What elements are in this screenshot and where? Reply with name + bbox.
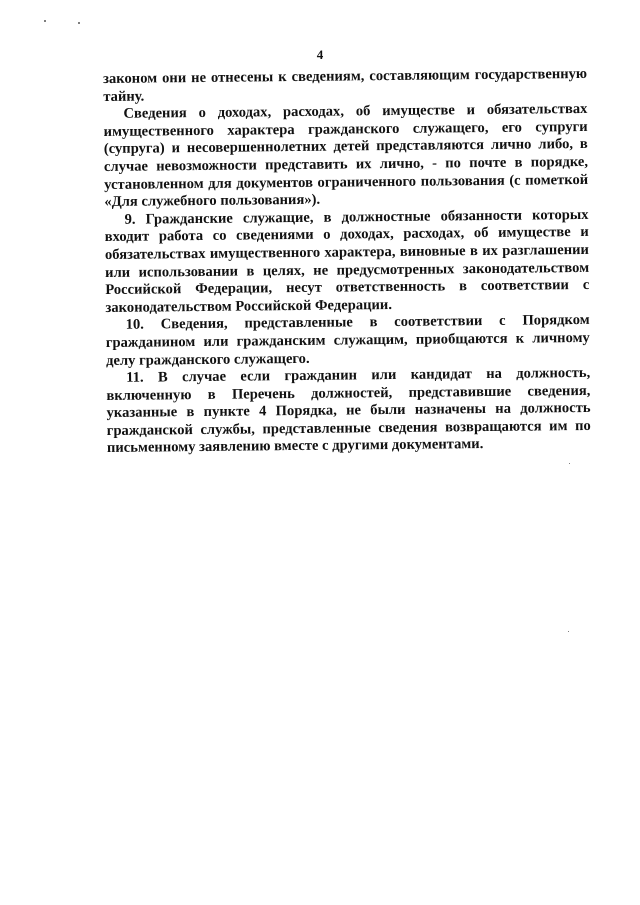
paragraph-item-10: 10. Сведения, представленные в соответствии с Порядком гражданином или гражданским служащим, приобщаются к личному делу гражданского служащего. — [105, 312, 590, 369]
paragraph-income-submission: Сведения о доходах, расходах, об имуществе и обязательствах имущественного характера гражданского служащего, его супруги (супруга) и несовершеннолетних детей представляются лично либо, в случае невозможности представить их лично, - по почте в порядке, установленном для документов ограниченного пользования (с пометкой «Для служебного пользования»). — [103, 101, 589, 211]
scan-speck — [569, 463, 570, 464]
document-body — [103, 66, 591, 458]
paragraph-item-11: 11. В случае если гражданин или кандидат на должность, включенную в Перечень должностей, представившие сведения, указанные в пункте 4 Порядка, не были назначены на должность гражданской службы, представленные сведения возвращаются им по письменному заявлению вместе с другими документами. — [106, 365, 591, 457]
page-number: 4 — [316, 47, 324, 62]
scan-speck — [44, 20, 46, 22]
paragraph-item-9: 9. Гражданские служащие, в должностные обязанности которых входит работа со сведениями о доходах, расходах, об имуществе и обязательствах имущественного характера, виновные в их разглашении или использовании в целях, не предусмотренных законодательством Российской Федерации, несут ответственность в соответствии с законодательством Российской Федерации. — [104, 206, 590, 316]
scan-speck — [568, 631, 569, 632]
paragraph-continuation: законом они не отнесены к сведениям, составляющим государственную тайну. — [103, 65, 588, 105]
scan-speck — [78, 22, 80, 24]
